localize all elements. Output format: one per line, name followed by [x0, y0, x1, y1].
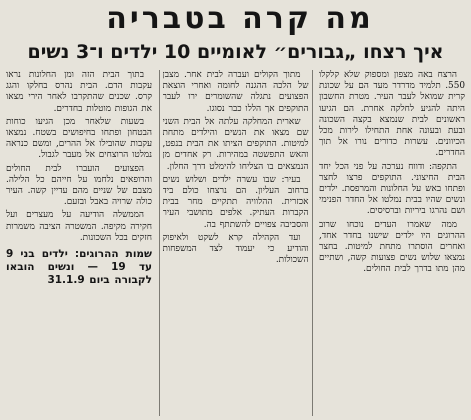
- paragraph: ועד הקהילה קרא לשקט ולאיפוק והודיע כי יעמוד לצד המשפחות השכולות.: [162, 232, 309, 266]
- article-column-2: [163, 70, 309, 418]
- article-column-1: [319, 70, 465, 418]
- subheadline: איך רצחו „גבורים״ לאומיים 10 ילדים ו־3 נשים: [27, 41, 444, 63]
- paragraph: בעיר: שבו עשרה ילדים ושלוש נשים ברחוב העליון. הם נרצחו כולם ביד אכזרית. ההלוויה תתקיים מחר בבית הקברות העתיק. אלפים מתושבי העיר והסביבה צפויים להשתתף בה.: [162, 174, 309, 230]
- inset-note: שמות ההרוגים: ילדים בני 9 עד 19 — ונשים הובאו לקבורה ביום 31.1.9: [6, 248, 152, 287]
- headline: מה קרה בטבריה: [106, 1, 374, 36]
- paragraph: שארית המחלקה עלתה אל הבית השני שם מצאו את הנשים והילדים מתחת למיטות. התוקפים הציתו את הבית בנפט, והאש התפשטה במהירות. רק אחדים מן הנמצאים בו הצליחו להימלט דרך החלון.: [162, 116, 309, 172]
- paragraph: בתוך הבית הזה ומן החלונות נראו עקבות הדם. הבית נהרס בחלקו והגג קרס. שכנים שהתקרבו לאחר הירי מצאו את הגופות מוטלות בחדרים.: [6, 70, 152, 114]
- paragraph: הממשלה הודיעה על מעצרים ועל חקירה מקיפה. המשטרה הציבה משמרות חזקים בכל השכונות.: [6, 210, 152, 243]
- paragraph: ממה שאמרו העדים נוכחו שרוב ההרוגים היו ילדים שישנו בחדר אחד, ואחרים הוסתרו מתחת למיטות. בחצר נמצאו שלוש נשים פצועות קשה, ושתיים מהן מתו בדרך לבית החולים.: [319, 219, 465, 275]
- paragraph: התקפה: ודווח נערכה על פני הכל יחד הבית החיצוני. התוקפים פרצו לחצר ופתחו באש על החלונות והמרפסת. ילדים ונשים שהיו בבית נמלטו אל החדר הפנימי ושם נהרגו ביריות וברסיסים.: [319, 161, 465, 217]
- article-column-3: [6, 70, 152, 418]
- paragraph: מתוך הקולים ועברה לבית אחר. מצבן של הלכה ההגנה לחומה ואחרי הוצאת הפצועים נתגלה שהשומרים ירו לעבר התוקפים אך הללו כבר נסוגו.: [162, 70, 309, 114]
- paragraph: הרצח באה מצפון ומספוק שלא קלקלו 550. תלמיד מדרדר מעד הם על שכונת קרית שמואל לעבר העיר. מטרת החשבון היתה להגיע לחלקה אחרת. הם הגיעו ראשונים לבית שנמצא בקצה השכונה ובעת ובעונה אחת התחילו לירות מכל הכיוונים. עשרות כדורים נורו אל תוך החדרים.: [319, 70, 465, 159]
- article-body: [6, 70, 465, 418]
- paragraph: בשעות שלאחר מכן הגיעו כוחות הבטחון ופתחו בחיפושים בשטח. נמצאו עקבות שהובילו אל ההרים, ומשם כנראה נמלטו הרוצחים אל מעבר לגבול.: [6, 116, 152, 161]
- paragraph: הפצועים הועברו לבית החולים והרופאים נלחמו על חייהם כל הלילה. מצבם של שניים מהם עדיין קשה. העיר כולה שרויה באבל ובזעם.: [6, 163, 152, 208]
